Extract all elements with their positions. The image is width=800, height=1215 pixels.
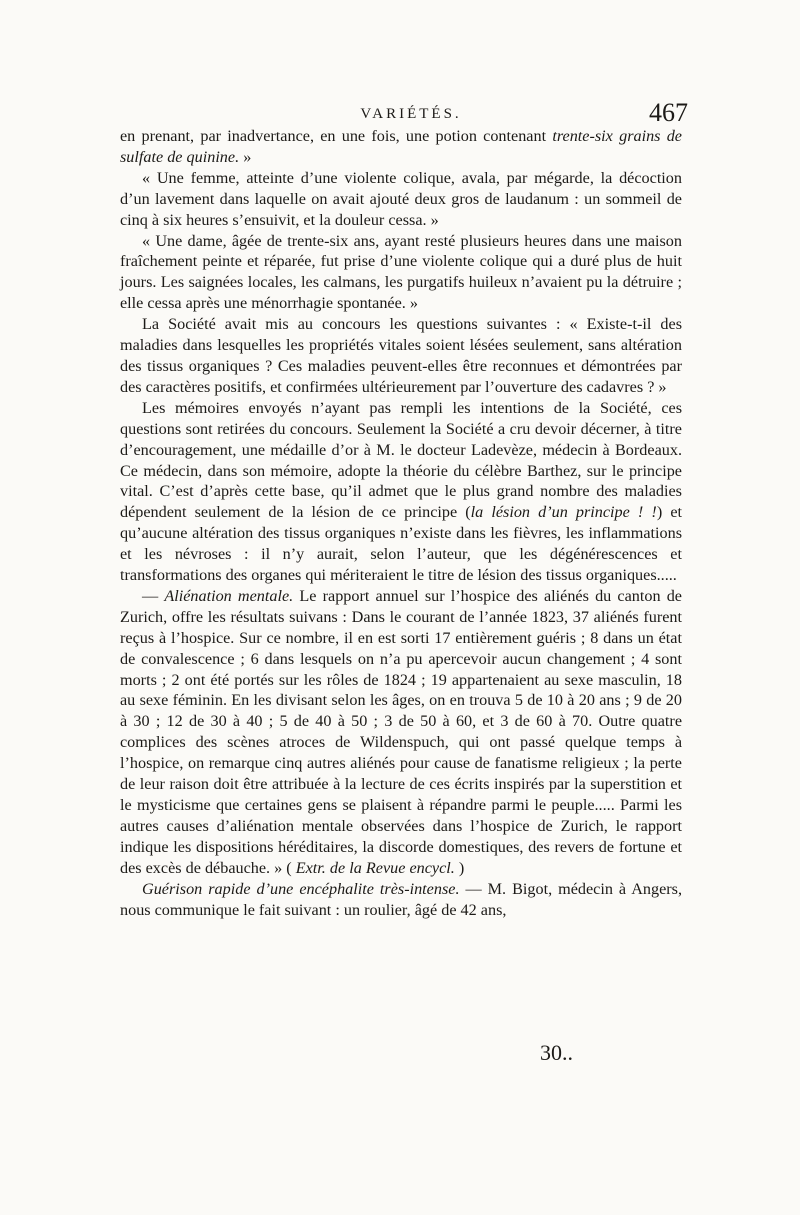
signature-mark: 30..	[540, 1040, 573, 1065]
running-head: VARIÉTÉS.	[360, 106, 462, 122]
italic-phrase: la lésion d’un principe ! !	[470, 503, 657, 522]
section-heading-encephalite: Guérison rapide d’une encéphalite très-intense.	[142, 879, 460, 898]
section-heading-alienation: Aliénation mentale.	[164, 586, 294, 605]
paragraph-encephalite: Guérison rapide d’une encéphalite très-intense. — M. Bigot, médecin à Angers, nous communique le fait suivant : un roulier, âgé de 42 ans,	[120, 879, 682, 919]
source-citation: Extr. de la Revue encycl.	[295, 858, 455, 877]
paragraph-alienation: — Aliénation mentale. Le rapport annuel sur l’hospice des aliénés du canton de Zurich, offre les résultats suivans : Dans le courant de l’année 1823, 37 aliénés furent reçus à l’hospice. Sur ce nombre, il en est sorti 17 entièrement guéris ; 8 dans un état de convalescence ; 6 dans lesquels on n’a pu apercevoir aucun changement ; 4 sont morts ; 2 ont été portés sur les rôles de 1824 ; 19 appartenaient au sexe masculin, 18 au sexe féminin. En les divisant selon les âges, on en trouva 5 de 10 à 20 ans ; 9 de 20 à 30 ; 12 de 30 à 40 ; 5 de 40 à 50 ; 3 de 50 à 60, et 3 de 60 à 70. Outre quatre complices des scènes atroces de Wildenspuch, qui ont passé quelque temps à l’hospice, on remarque cinq autres aliénés pour cause de fanatisme religieux ; la perte de leur raison doit être attribuée à la lecture de ces écrits inspirés par la superstition et le mysticisme que certaines gens se plaisent à répandre parmi le peuple..... Parmi les autres causes d’aliénation mentale observées dans l’hospice de Zurich, le rapport indique les dispositions héréditaires, la discorde domestiques, des revers de fortune et des excès de débauche. » ( Extr. de la Revue encycl. )	[120, 586, 682, 877]
italic-phrase: trente-six grains de sulfate de quinine.	[120, 127, 682, 166]
paragraph-concours: La Société avait mis au concours les questions suivantes : « Existe-t-il des maladies dans lesquelles les propriétés vitales soient lésées seulement, sans altération des tissus organiques ? Ces maladies peuvent-elles être reconnues et démontrées par des caractères positifs, et confirmées ultérieurement par l’ouverture des cadavres ? »	[120, 315, 682, 396]
paragraph-colique-dame: « Une dame, âgée de trente-six ans, ayant resté plusieurs heures dans une maison fraîchement peinte et réparée, fut prise d’une violente colique qui a duré plus de huit jours. Les saignées locales, les calmans, les purgatifs huileux n’avaient pu la détruire ; elle cessa après une ménorrhagie spontanée. »	[120, 231, 682, 313]
paragraph-colique-femme: « Une femme, atteinte d’une violente colique, avala, par mégarde, la décoction d’un lavement dans laquelle on avait ajouté deux gros de laudanum : un sommeil de cinq à six heures s’ensuivit, et la douleur cessa. »	[120, 168, 682, 229]
body-text	[120, 126, 682, 920]
page-number: 467	[649, 98, 688, 127]
paragraph-memoires: Les mémoires envoyés n’ayant pas rempli les intentions de la Société, ces questions sont retirées du concours. Seulement la Société a cru devoir décerner, à titre d’encouragement, une médaille d’or à M. le docteur Ladevèze, médecin à Bordeaux. Ce médecin, dans son mémoire, adopte la théorie du célèbre Barthez, sur le principe vital. C’est d’après cette base, qu’il admet que le plus grand nombre des maladies dépendent seulement de la lésion de ce principe (la lésion d’un principe ! !) et qu’aucune altération des tissus organiques n’existe dans les fièvres, les inflammations et les névroses : il n’y aurait, selon l’auteur, que les dégénérescences et transformations des organes qui mériteraient le titre de lésion des tissus organiques.....	[120, 398, 683, 585]
paragraph-quinine: en prenant, par inadvertance, en une fois, une potion contenant trente-six grains de sulfate de quinine. »	[120, 127, 682, 166]
